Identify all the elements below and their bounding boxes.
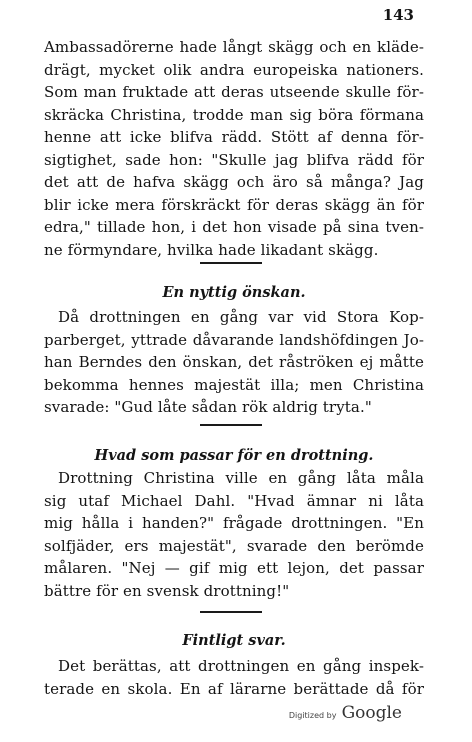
- digitized-label: Digitized by: [288, 711, 337, 720]
- text-line: edra," tillade hon, i det hon visade på sina tven-: [44, 218, 424, 236]
- text-line: henne att icke blifva rädd. Stött af denna för-: [44, 128, 424, 146]
- text-line: drägt, mycket olik andra europeiska nationers.: [44, 60, 424, 79]
- paragraph-nyttig-onskan: [44, 306, 424, 419]
- paragraph-fintligt-svar: [44, 655, 424, 700]
- text-line: mig hålla i handen?" frågade drottningen. "En: [44, 514, 424, 532]
- text-line: blir icke mera förskräckt för deras skägg än för: [44, 195, 424, 214]
- text-line: Drottning Christina ville en gång låta måla: [58, 469, 424, 487]
- section-heading-fintligt-svar: Fintligt svar.: [182, 632, 286, 649]
- page-number: 143: [382, 6, 414, 24]
- text-line: Då drottningen en gång var vid Stora Kop-: [58, 308, 424, 326]
- text-line: Ambassadörerne hade långt skägg och en kläde-: [44, 38, 424, 56]
- section-heading-nyttig-onskan: En nyttig önskan.: [162, 284, 306, 301]
- text-line: målaren. "Nej — gif mig ett lejon, det passar: [44, 559, 424, 577]
- google-logo: Google: [341, 703, 402, 723]
- text-line: han Berndes den önskan, det råströken ej måtte: [44, 353, 424, 371]
- digitization-watermark: [289, 703, 402, 723]
- text-line: bättre för en svensk drottning!": [44, 581, 290, 600]
- text-line: Som man fruktade att deras utseende skulle för-: [44, 83, 424, 101]
- text-line: parberget, yttrade dåvarande landshöfdingen Jo-: [44, 330, 424, 349]
- paragraph-ambassadors: [44, 36, 424, 261]
- text-line: svarade: "Gud låte sådan rök aldrig tryta.": [44, 398, 372, 416]
- paragraph-drottning: [44, 467, 424, 602]
- section-divider: [200, 424, 262, 426]
- text-line: sig utaf Michael Dahl. "Hvad ämnar ni låta: [44, 491, 424, 510]
- section-heading-drottning: Hvad som passar för en drottning.: [94, 447, 374, 464]
- section-divider: [200, 262, 262, 264]
- section-divider: [200, 611, 262, 613]
- text-line: ne förmyndare, hvilka hade likadant skägg.: [44, 240, 379, 259]
- text-line: terade en skola. En af lärarne berättade då för: [44, 679, 424, 698]
- text-line: bekomma hennes majestät illa; men Christina: [44, 375, 424, 394]
- text-line: Det berättas, att drottningen en gång inspek-: [58, 657, 424, 675]
- text-line: skräcka Christina, trodde man sig böra förmana: [44, 105, 424, 124]
- text-line: solfjäder, ers majestät", svarade den berömde: [44, 536, 424, 555]
- text-line: det att de hafva skägg och äro så många? Jag: [44, 173, 424, 191]
- text-line: sigtighet, sade hon: "Skulle jag blifva rädd för: [44, 150, 424, 169]
